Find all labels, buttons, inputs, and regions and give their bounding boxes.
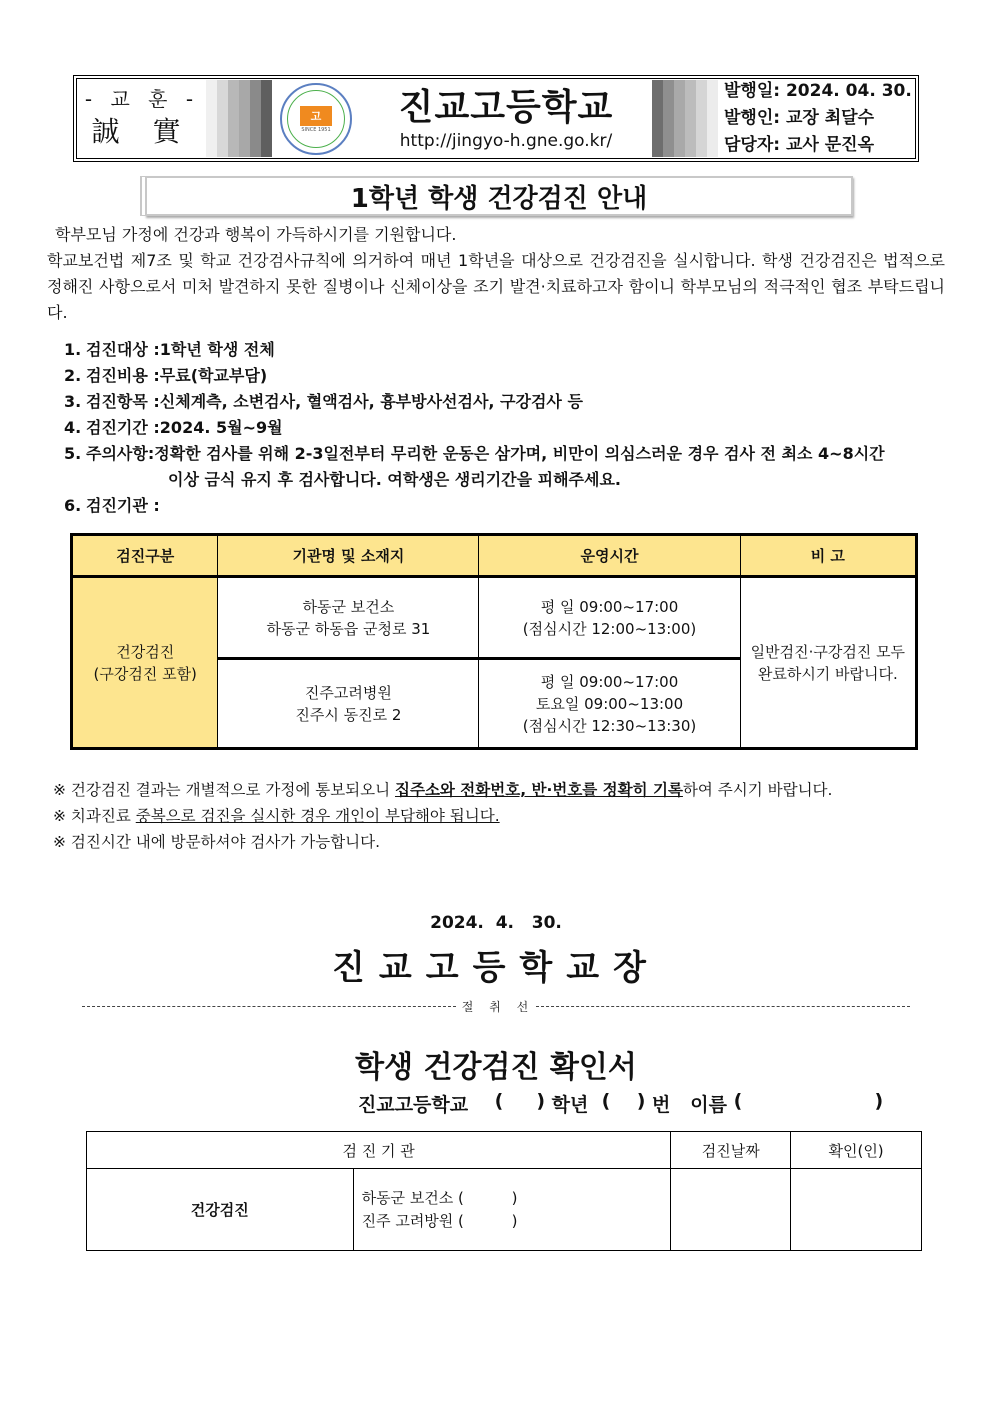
info-list (64, 337, 944, 519)
publisher: 발행인: 교장 최달수 (724, 108, 875, 128)
institution-cell: 하동군 보건소 하동군 하동읍 군청로 31 (218, 577, 479, 659)
publication-info (718, 80, 914, 157)
number-label: 번 (652, 1094, 671, 1116)
list-item-precautions-cont: 이상 금식 유지 후 검사합니다. 여학생은 생리기간을 피해주세요. (168, 470, 622, 489)
hours-cell: 평 일 09:00~17:00 (점심시간 12:00~13:00) (479, 577, 740, 659)
signature-date: 2024. 4. 30. (430, 913, 562, 933)
hours-cell: 평 일 09:00~17:00 토요일 09:00~13:00 (점심시간 12:30~13:30) (479, 659, 740, 749)
institution-choice-cell[interactable]: 하동군 보건소 ( ) 진주 고려방원 ( ) (353, 1169, 671, 1251)
newsletter-banner (73, 75, 919, 162)
class-number-field[interactable]: ( ) (588, 1090, 653, 1112)
note-item: ※ 건강검진 결과는 개별적으로 가정에 통보되오니 집주소와 전화번호, 반·번호를 정확히 기록하여 주시기 바랍니다. (53, 781, 833, 799)
logo-emblem-icon: 고 SINCE 1951 (280, 83, 352, 155)
publish-date: 발행일: 2024. 04. 30. (724, 81, 912, 101)
exam-date-field[interactable] (671, 1169, 791, 1251)
gradient-bar (652, 80, 663, 157)
motto-text: 誠 實 (91, 114, 193, 148)
grade-label: 학년 (551, 1094, 589, 1116)
confirm-signature-field[interactable] (791, 1169, 922, 1251)
student-info-line (358, 1090, 883, 1117)
greeting: 학부모님 가정에 건강과 행복이 가득하시기를 기원합니다. (55, 225, 457, 244)
col-header-institution: 기관명 및 소재지 (218, 535, 479, 577)
gradient-bar (685, 80, 696, 157)
contact-person: 담당자: 교사 문진옥 (724, 135, 875, 155)
table-row (87, 1169, 922, 1251)
note-item: ※ 치과진료 중복으로 검진을 실시한 경우 개인이 부담해야 됩니다. (53, 807, 500, 825)
list-item-target: 1. 검진대상 : 1학년 학생 전체 (64, 340, 275, 359)
institution-cell: 진주고려병원 진주시 동진로 2 (218, 659, 479, 749)
school-name: 진교고등학교 (398, 86, 614, 128)
name-field[interactable]: ( ) (726, 1090, 884, 1112)
list-item-period: 4. 검진기간 : 2024. 5월~9월 (64, 418, 283, 437)
school-label: 진교고등학교 (358, 1094, 469, 1116)
gradient-bars-right (652, 80, 718, 157)
list-item-exams: 3. 검진항목 : 신체계측, 소변검사, 혈액검사, 흉부방사선검사, 구강검사 등 (64, 392, 583, 411)
list-item-precautions: 5. 주의사항: 정확한 검사를 위해 2-3일전부터 무리한 운동은 삼가며, 비만이 의심스러운 경우 검사 전 최소 4~8시간 (64, 444, 885, 463)
confirmation-title: 학생 건강검진 확인서 (355, 1050, 637, 1085)
exam-kind-cell: 건강검진 (87, 1169, 354, 1251)
school-motto (78, 80, 206, 157)
gradient-bar (206, 80, 217, 157)
list-item-institutions: 6. 검진기관 : (64, 496, 160, 515)
school-title (360, 80, 652, 157)
col-header-date: 검진날짜 (671, 1132, 791, 1169)
gradient-bar (696, 80, 707, 157)
gradient-bar (707, 80, 718, 157)
category-cell: 건강검진 (구강검진 포함) (72, 577, 218, 749)
intro-paragraph: 학교보건법 제7조 및 학교 건강검사규칙에 의거하여 매년 1학년을 대상으로 건강검진을 실시합니다. 학생 건강검진은 법적으로 정해진 사항으로서 미처 발견하지 못한 질병이나 신체이상을 조기 발견·치료하고자 함이니 학부모님의 적극적인 협조 부탁드립니다. (47, 251, 945, 322)
school-logo (272, 80, 360, 157)
motto-label: - 교 훈 - (84, 86, 200, 111)
school-url[interactable]: http://jingyo-h.gne.go.kr/ (399, 130, 613, 151)
institution-table (70, 533, 918, 750)
gradient-bar (663, 80, 674, 157)
col-header-confirm: 확인(인) (791, 1132, 922, 1169)
cut-line-label: 절 취 선 (461, 1000, 535, 1014)
table-row (72, 577, 917, 659)
confirmation-table (86, 1131, 922, 1251)
gradient-bar (239, 80, 250, 157)
gradient-bars-left (206, 80, 272, 157)
note-item: ※ 검진시간 내에 방문하셔야 검사가 가능합니다. (53, 833, 381, 851)
cut-line (82, 998, 910, 1015)
gradient-bar (228, 80, 239, 157)
document-title: 1학년 학생 건강검진 안내 (145, 176, 853, 216)
principal-signature: 진교고등학교장 (332, 948, 660, 988)
name-label: 이름 (690, 1094, 727, 1116)
col-header-institution: 검 진 기 관 (87, 1132, 671, 1169)
gradient-bar (250, 80, 261, 157)
col-header-category: 검진구분 (72, 535, 218, 577)
col-header-remarks: 비 고 (740, 535, 916, 577)
grade-field[interactable]: ( ) (468, 1090, 552, 1112)
gradient-bar (217, 80, 228, 157)
notes (53, 777, 953, 855)
list-item-cost: 2. 검진비용 : 무료(학교부담) (64, 366, 268, 385)
gradient-bar (261, 80, 272, 157)
remarks-cell: 일반검진·구강검진 모두 완료하시기 바랍니다. (740, 577, 916, 749)
gradient-bar (674, 80, 685, 157)
col-header-hours: 운영시간 (479, 535, 740, 577)
